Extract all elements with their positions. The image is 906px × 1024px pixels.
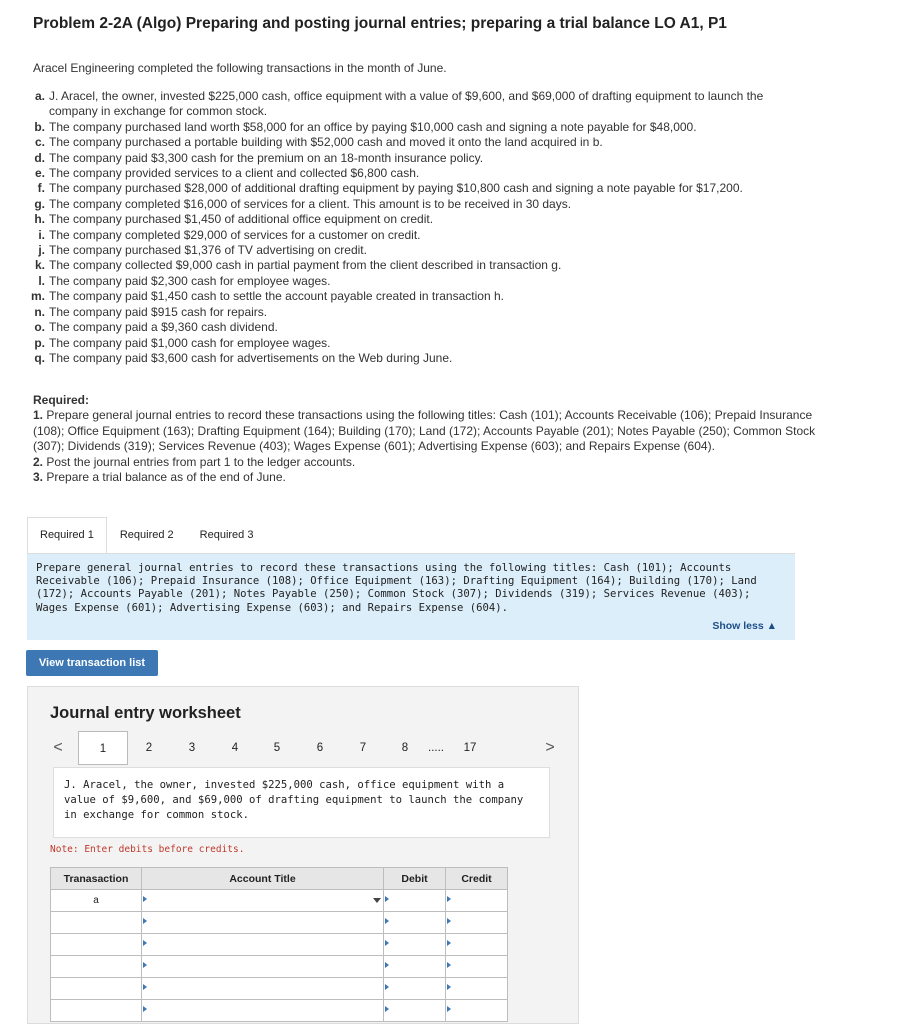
debit-input[interactable] — [384, 956, 446, 978]
list-item — [25, 305, 795, 320]
required-item — [33, 455, 823, 470]
transaction-text: The company paid $3,600 cash for advertisements on the Web during June. — [49, 350, 453, 365]
transaction-text: The company purchased land worth $58,000 for an office by paying $10,000 cash and signing a note payable for $48,000. — [49, 119, 697, 134]
credit-input[interactable] — [446, 890, 508, 912]
input-marker-icon — [143, 1006, 147, 1012]
transaction-letter: f. — [37, 181, 45, 196]
list-item — [25, 197, 795, 212]
account-title-select[interactable] — [142, 890, 384, 912]
required-number: 2. — [33, 454, 44, 469]
transaction-text: The company paid $3,300 cash for the premium on an 18-month insurance policy. — [49, 150, 484, 165]
transaction-text: The company purchased a portable building with $52,000 cash and moved it onto the land acquired in b. — [49, 135, 603, 150]
journal-entry-worksheet — [27, 686, 579, 1024]
table-row — [51, 890, 508, 912]
tab-required-2[interactable]: Required 2 — [119, 529, 174, 541]
debit-input[interactable] — [384, 890, 446, 912]
page-17[interactable]: 17 — [463, 742, 477, 754]
page-title: Problem 2-2A (Algo) Preparing and posting journal entries; preparing a trial balance LO A1, P1 — [33, 15, 727, 32]
list-item — [25, 336, 795, 351]
transaction-list — [25, 89, 795, 366]
transaction-text: The company completed $29,000 of services for a customer on credit. — [49, 227, 421, 242]
transaction-letter: a. — [34, 89, 45, 103]
debit-input[interactable] — [384, 934, 446, 956]
transaction-text: The company paid a $9,360 cash dividend. — [49, 320, 278, 335]
input-marker-icon — [447, 1006, 451, 1012]
input-marker-icon — [385, 940, 389, 946]
list-item — [25, 89, 795, 120]
list-item — [25, 212, 795, 227]
input-marker-icon — [143, 918, 147, 924]
input-marker-icon — [143, 962, 147, 968]
transaction-letter: l. — [38, 273, 45, 288]
table-header-row — [51, 868, 508, 890]
intro-text: Aracel Engineering completed the following transactions in the month of June. — [33, 61, 447, 75]
input-marker-icon — [385, 918, 389, 924]
transaction-letter: h. — [34, 212, 45, 227]
col-credit: Credit — [446, 868, 508, 890]
account-title-select[interactable] — [142, 956, 384, 978]
input-marker-icon — [447, 940, 451, 946]
list-item — [25, 274, 795, 289]
transaction-letter: j. — [38, 243, 45, 258]
account-title-select[interactable] — [142, 934, 384, 956]
transaction-letter: e. — [34, 166, 45, 181]
transaction-letter: i. — [38, 227, 45, 242]
show-less-label: Show less — [712, 619, 764, 632]
transaction-text: The company purchased $1,450 of additional office equipment on credit. — [49, 212, 434, 227]
page-8[interactable]: 8 — [401, 742, 409, 754]
required-text: Post the journal entries from part 1 to the ledger accounts. — [46, 454, 356, 469]
required-number: 1. — [33, 408, 44, 423]
input-marker-icon — [385, 1006, 389, 1012]
input-marker-icon — [143, 984, 147, 990]
list-item — [25, 151, 795, 166]
col-account-title: Account Title — [142, 868, 384, 890]
transaction-text: The company completed $16,000 of services for a client. This amount is to be received in 30 days. — [49, 196, 572, 211]
transaction-description: J. Aracel, the owner, invested $225,000 cash, office equipment with a value of $9,600, and $69,000 of drafting equipment to launch the company in exchange for common stock. — [53, 767, 550, 838]
prev-page-icon[interactable]: < — [53, 739, 63, 756]
transaction-letter: k. — [34, 258, 45, 273]
required-text: Prepare a trial balance as of the end of June. — [46, 470, 286, 485]
list-item — [25, 181, 795, 196]
required-heading: Required: — [33, 393, 90, 407]
account-title-select[interactable] — [142, 978, 384, 1000]
tab-required-3[interactable]: Required 3 — [199, 529, 254, 541]
col-debit: Debit — [384, 868, 446, 890]
table-row — [51, 1000, 508, 1022]
transaction-letter: b. — [34, 119, 45, 134]
transaction-cell — [51, 912, 142, 934]
transaction-letter: o. — [34, 320, 45, 335]
page-3[interactable]: 3 — [188, 742, 196, 754]
entry-note: Note: Enter debits before credits. — [50, 844, 245, 855]
transaction-text: J. Aracel, the owner, invested $225,000 cash, office equipment with a value of $9,600, and $69,000 of drafting equipment to launch the company in exchange for common stock. — [49, 89, 764, 119]
transaction-text: The company paid $2,300 cash for employee wages. — [49, 273, 331, 288]
required-text: Prepare general journal entries to record these transactions using the following titles: Cash (101); Accounts Receivable (106); Prepaid Insurance (108); Office Equipment (163); Drafting Equipment (164); Building (170); Land (172); Accounts Payable (201); Notes Payable (250); Common Stock (307); Dividends (319); Services Revenue (403); Wages Expense (601); Advertising Expense (603); and Repairs Expense (604). — [33, 408, 816, 454]
list-item — [25, 351, 795, 366]
input-marker-icon — [385, 896, 389, 902]
required-tabs — [27, 517, 266, 554]
list-item — [25, 135, 795, 150]
instruction-panel — [27, 554, 795, 640]
worksheet-pager — [50, 731, 560, 765]
credit-input[interactable] — [446, 934, 508, 956]
transaction-letter: p. — [34, 335, 45, 350]
page-1[interactable]: 1 — [78, 731, 128, 765]
transaction-cell — [51, 956, 142, 978]
input-marker-icon — [447, 896, 451, 902]
instruction-text: Prepare general journal entries to record these transactions using the following titles: Cash (101); Accounts Receivable (106); Prepaid Insurance (108); Office Equipment (163); Drafting Equipment (164); Building (170); Land (172); Accounts Payable (201); Notes Payable (250); Common Stock (307); Dividends (319); Services Revenue (403); Wages Expense (601); Advertising Expense (603); and Repairs Expense (604). — [36, 562, 757, 614]
transaction-letter: d. — [34, 150, 45, 165]
required-item — [33, 408, 823, 454]
list-item — [25, 166, 795, 181]
transaction-text: The company purchased $1,376 of TV advertising on credit. — [49, 243, 367, 258]
col-transaction: Tranasaction — [51, 868, 142, 890]
debit-input[interactable] — [384, 912, 446, 934]
debit-input[interactable] — [384, 1000, 446, 1022]
table-row — [51, 956, 508, 978]
transaction-letter: n. — [34, 304, 45, 319]
debit-input[interactable] — [384, 978, 446, 1000]
input-marker-icon — [447, 918, 451, 924]
transaction-letter: m. — [30, 289, 45, 304]
transaction-cell — [51, 934, 142, 956]
worksheet-title: Journal entry worksheet — [50, 704, 241, 722]
page-6[interactable]: 6 — [316, 742, 324, 754]
input-marker-icon — [385, 984, 389, 990]
required-number: 3. — [33, 470, 44, 485]
credit-input[interactable] — [446, 978, 508, 1000]
input-marker-icon — [385, 962, 389, 968]
page-ellipsis: ..... — [428, 742, 444, 754]
caret-up-icon: ▲ — [766, 619, 777, 632]
page-2[interactable]: 2 — [145, 742, 153, 754]
page-7[interactable]: 7 — [359, 742, 367, 754]
transaction-text: The company paid $915 cash for repairs. — [49, 304, 268, 319]
next-page-icon[interactable]: > — [545, 739, 555, 756]
required-item — [33, 470, 823, 485]
list-item — [25, 228, 795, 243]
transaction-letter: q. — [34, 350, 45, 365]
transaction-cell — [51, 1000, 142, 1022]
list-item — [25, 243, 795, 258]
input-marker-icon — [143, 940, 147, 946]
transaction-text: The company collected $9,000 cash in partial payment from the client described in transaction g. — [49, 258, 562, 273]
transaction-text: The company provided services to a client and collected $6,800 cash. — [49, 166, 420, 181]
list-item — [25, 120, 795, 135]
input-marker-icon — [447, 984, 451, 990]
list-item — [25, 258, 795, 273]
list-item — [25, 289, 795, 304]
required-section — [33, 393, 823, 485]
tab-required-1[interactable]: Required 1 — [27, 517, 107, 554]
transaction-cell — [51, 978, 142, 1000]
transaction-text: The company purchased $28,000 of additional drafting equipment by paying $10,800 cash and signing a note payable for $17,200. — [49, 181, 743, 196]
credit-input[interactable] — [446, 956, 508, 978]
transaction-letter: c. — [34, 135, 45, 150]
chevron-down-icon[interactable] — [373, 898, 381, 903]
table-row — [51, 934, 508, 956]
credit-input[interactable] — [446, 1000, 508, 1022]
page-4[interactable]: 4 — [231, 742, 239, 754]
input-marker-icon — [447, 962, 451, 968]
table-row — [51, 978, 508, 1000]
account-title-select[interactable] — [142, 912, 384, 934]
journal-table — [50, 867, 508, 1022]
table-row — [51, 912, 508, 934]
transaction-cell: a — [51, 890, 142, 912]
input-marker-icon — [143, 896, 147, 902]
transaction-letter: g. — [34, 196, 45, 211]
account-title-select[interactable] — [142, 1000, 384, 1022]
view-transaction-list-button[interactable]: View transaction list — [26, 650, 158, 676]
list-item — [25, 320, 795, 335]
page-5[interactable]: 5 — [273, 742, 281, 754]
transaction-text: The company paid $1,450 cash to settle the account payable created in transaction h. — [49, 289, 504, 304]
credit-input[interactable] — [446, 912, 508, 934]
show-less-link[interactable] — [712, 620, 777, 633]
transaction-text: The company paid $1,000 cash for employee wages. — [49, 335, 331, 350]
